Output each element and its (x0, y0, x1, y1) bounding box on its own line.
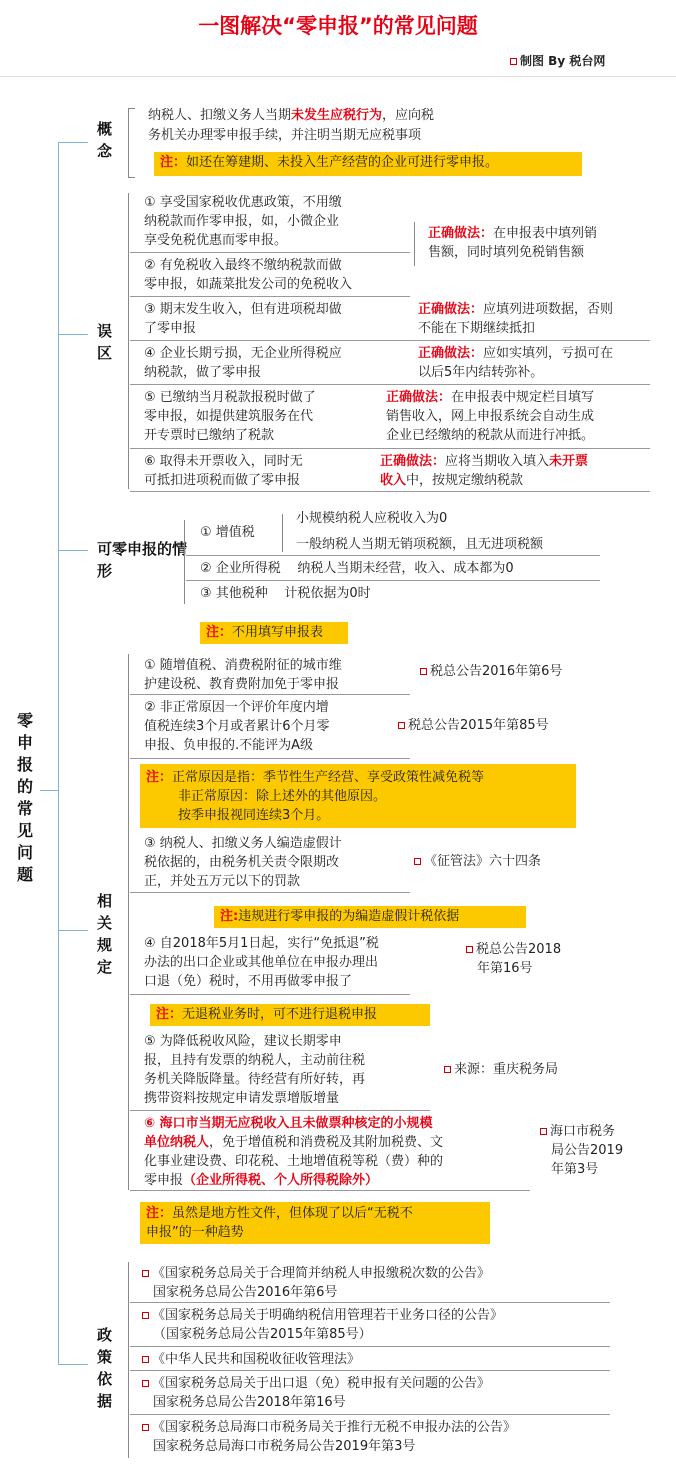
cat-rules: 相关规定 (97, 892, 113, 976)
misc-answer-3: 正确做法：应填列进项数据，否则 不能在下期继续抵扣 (418, 302, 614, 336)
rule-2-source: 税总公告2015年第85号 (398, 716, 549, 735)
note-icon (142, 1356, 149, 1363)
misc-item-2: ② 有免税收入最终不缴纳税款而做 零申报，如蔬菜批发公司的免税收入 (144, 258, 353, 292)
cat-concept: 概念 (97, 120, 113, 160)
misc-item-4: ④ 企业长期亏损，无企业所得税应 纳税款，做了零申报 (144, 346, 342, 380)
note-icon (466, 946, 473, 953)
rule-1-source: 税总公告2016年第6号 (420, 662, 562, 681)
misc-item-6: ⑥ 取得未开票收入，同时无 可抵扣进项税而做了零申报 (144, 454, 303, 488)
case-vat-small: 小规模纳税人应税收入为0 (296, 511, 448, 526)
policy-1: 《国家税务总局关于合理简并纳税人申报缴税次数的公告》 国家税务总局公告2016年第6号 (142, 1264, 490, 1302)
concept-line1: 纳税人、扣缴义务人当期未发生应税行为，应向税 (148, 108, 435, 123)
note-icon (142, 1424, 149, 1431)
note-icon (142, 1270, 149, 1277)
note-icon (398, 722, 405, 729)
case-cit: ② 企业所得税 纳税人当期未经营，收入、成本都为0 (200, 561, 514, 576)
note-icon (142, 1312, 149, 1319)
note-icon (414, 858, 421, 865)
rule-6: ⑥ 海口市当期无应税收入且未做票种核定的小规模 单位纳税人，免于增值税和消费税及其附加税费、文 化事业建设费、印花税、土地增值税等税（费）种的 零申报（企业所得税、个人所得税除外） (144, 1116, 444, 1188)
root-label: 零申报的常见问题 (17, 711, 34, 884)
policy-2: 《国家税务总局关于明确纳税信用管理若干业务口径的公告》 （国家税务总局公告2015年第85号） (142, 1306, 503, 1344)
misc-answer-5: 正确做法：在申报表中规定栏目填写 销售收入，网上申报系统会自动生成 企业已经缴纳的税款从而进行冲抵。 (386, 390, 595, 443)
concept-note: 注：如还在筹建期、未投入生产经营的企业可进行零申报。 (154, 152, 582, 176)
cat-policy: 政策依据 (97, 1326, 113, 1410)
concept-line2: 务机关办理零申报手续，并注明当期无应税事项 (148, 128, 422, 143)
rules-note-0: 注：不用填写申报表 (200, 622, 348, 644)
misc-item-5: ⑤ 已缴纳当月税款报税时做了 零申报，如提供建筑服务在代 开专票时已缴纳了税款 (144, 390, 316, 443)
note-icon (420, 668, 427, 675)
case-vat: ① 增值税 (200, 525, 255, 540)
rule-2: ② 非正常原因一个评价年度内增 值税连续3个月或者累计6个月零 申报、负申报的.不能评为A级 (144, 700, 330, 753)
rule-5: ⑤ 为降低税收风险，建议长期零申 报，且持有发票的纳税人，主动前往税 务机关降版降量。待经营有所好转，再 携带资料按规定申请发票增版增量 (144, 1034, 366, 1106)
rule-3: ③ 纳税人、扣缴义务人编造虚假计 税依据的，由税务机关责令限期改 正，并处五万元以下的罚款 (144, 836, 342, 889)
misc-answer-4: 正确做法：应如实填列，亏损可在 以后5年内结转弥补。 (418, 346, 614, 380)
note-icon (540, 1128, 547, 1135)
case-other: ③ 其他税种 计税依据为0时 (200, 586, 371, 601)
rules-note-3: 注：无退税业务时，可不进行退税申报 (150, 1004, 430, 1026)
note-icon (142, 1380, 149, 1387)
misc-answer-6: 正确做法：应将当期收入填入未开票 收入中，按规定缴纳税款 (380, 454, 589, 488)
page-title: 一图解决“零申报”的常见问题 (198, 14, 478, 38)
policy-5: 《国家税务总局海口市税务局关于推行无税不申报办法的公告》 国家税务总局海口市税务局公告2019年第3号 (142, 1418, 516, 1456)
misc-item-3: ③ 期末发生收入，但有进项税却做 了零申报 (144, 302, 342, 336)
rule-6-source: 海口市税务 局公告2019 年第3号 (540, 1122, 623, 1179)
rules-note-2: 注:违规进行零申报的为编造虚假计税依据 (214, 906, 526, 928)
rule-4-source: 税总公告2018 年第16号 (466, 940, 561, 978)
policy-3: 《中华人民共和国税收征收管理法》 (142, 1350, 360, 1369)
rule-1: ① 随增值税、消费税附征的城市维 护建设税、教育费附加免于零申报 (144, 658, 342, 692)
misc-item-1: ① 享受国家税收优惠政策，不用缴 纳税款而作零申报，如，小微企业 享受免税优惠而零申报。 (144, 195, 342, 248)
rules-note-1: 注：正常原因是指：季节性生产经营、享受政策性减免税等 非正常原因：除上述外的其他原因。 按季申报视同连续3个月。 (140, 764, 576, 828)
case-vat-general: 一般纳税人当期无销项税额，且无进项税额 (296, 537, 544, 552)
note-icon (444, 1066, 451, 1073)
policy-4: 《国家税务总局关于出口退（免）税申报有关问题的公告》 国家税务总局公告2018年第16号 (142, 1374, 490, 1412)
rules-note-4: 注：虽然是地方性文件，但体现了以后“无税不 申报”的一种趋势 (140, 1202, 490, 1244)
credit: 制图 By 税台网 (510, 52, 605, 71)
rule-4: ④ 自2018年5月1日起，实行“免抵退”税 办法的出口企业或其他单位在申报办理出 口退（免）税时，不用再做零申报了 (144, 936, 379, 989)
cat-cases: 可零申报的情形 (97, 540, 188, 580)
cat-misc: 误区 (97, 322, 113, 362)
rule-3-source: 《征管法》六十四条 (414, 852, 541, 871)
misc-answer-1-2: 正确做法：在申报表中填列销 售额，同时填列免税销售额 (428, 226, 598, 260)
note-icon (510, 58, 517, 65)
rule-5-source: 来源：重庆税务局 (444, 1060, 558, 1079)
